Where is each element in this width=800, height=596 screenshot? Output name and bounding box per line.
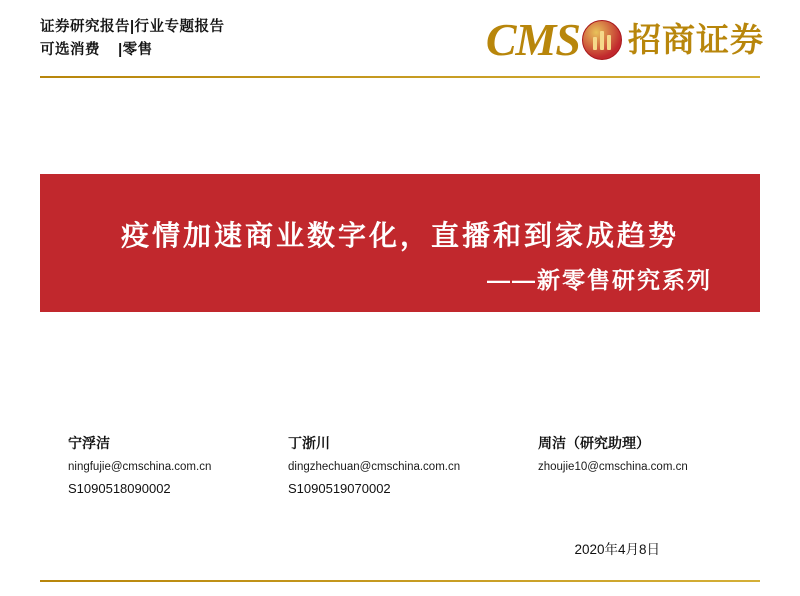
author-list (0, 432, 800, 512)
page-subtitle: ——新零售研究系列 (487, 267, 712, 293)
header-divider (40, 76, 760, 78)
author-name: 丁浙川 (288, 435, 330, 451)
author-license-code: S1090518090002 (68, 481, 171, 496)
page-title: 疫情加速商业数字化，直播和到家成趋势 (120, 220, 679, 251)
author-email[interactable]: dingzhechuan@cmschina.com.cn (288, 461, 461, 473)
cms-logo-latin-text: CMS (485, 14, 580, 65)
title-banner (40, 174, 760, 312)
page-header (0, 0, 800, 86)
report-category-line-1: 证券研究报告|行业专题报告 (40, 19, 225, 35)
report-date: 2020年4月8日 (574, 542, 660, 557)
cms-logo (486, 12, 764, 68)
cms-emblem-icon (582, 20, 622, 60)
author-email[interactable]: zhoujie10@cmschina.com.cn (538, 461, 688, 473)
report-category-line-2: 可选消费 |零售 (40, 42, 153, 58)
cms-logo-chinese-text: 招商证券 (628, 21, 764, 58)
author-name: 周洁（研究助理） (538, 435, 650, 451)
author-email[interactable]: ningfujie@cmschina.com.cn (68, 461, 212, 473)
footer-divider (40, 580, 760, 582)
author-name: 宁浮洁 (68, 435, 110, 451)
author-block (288, 432, 460, 499)
author-block (68, 432, 211, 499)
author-license-code: S1090519070002 (288, 481, 391, 496)
cms-emblem-bars (583, 21, 621, 59)
author-block (538, 432, 688, 479)
report-category (40, 16, 225, 62)
